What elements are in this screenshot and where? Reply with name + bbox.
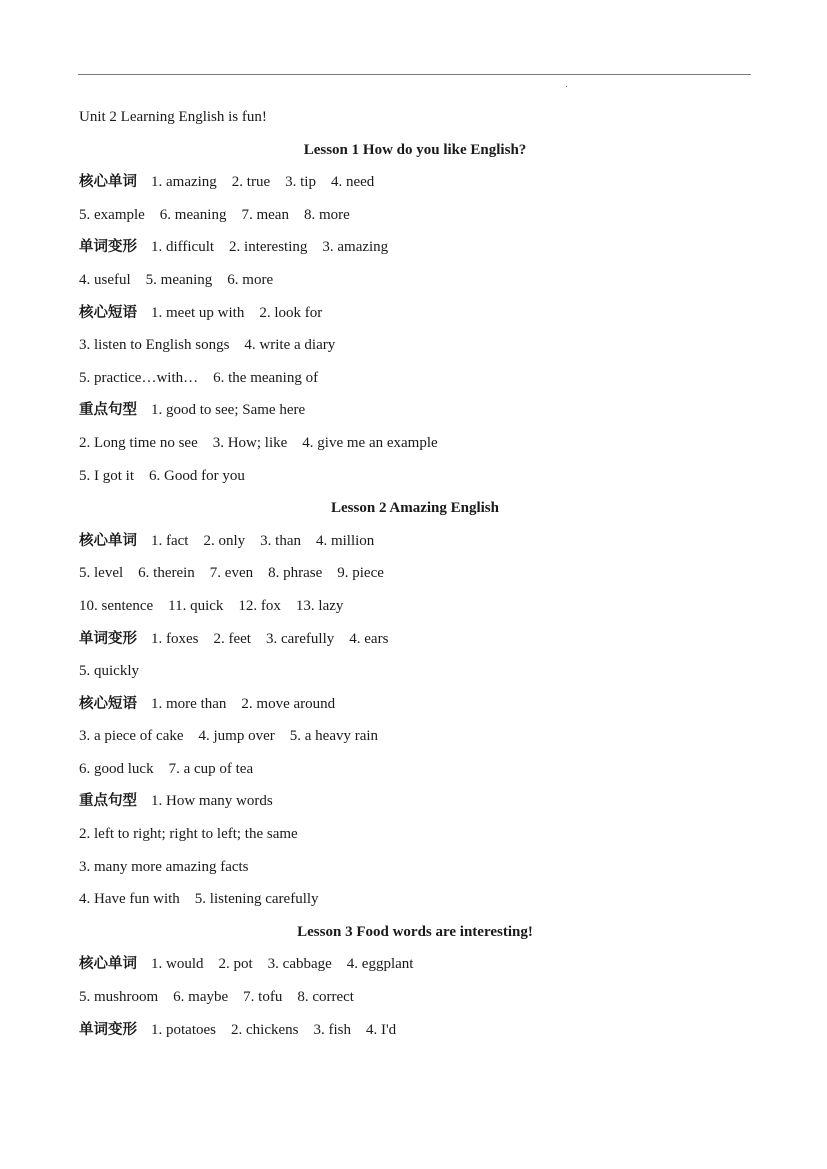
unit-title [79,104,751,137]
list-item [79,1017,751,1050]
list-item [79,397,751,430]
list-item [79,300,751,333]
list-item [79,593,751,626]
list-item [79,202,751,235]
item-text: 1. difficult 2. interesting 3. amazing [151,239,389,256]
list-item [79,691,751,724]
item-text: 1. foxes 2. feet 3. carefully 4. ears [151,630,389,647]
category-label: 重点句型 [79,793,137,810]
item-text: 2. left to right; right to left; the same [79,826,298,843]
item-text: 5. I got it 6. Good for you [79,467,245,484]
list-item [79,788,751,821]
category-label: 核心短语 [79,695,137,712]
item-text: 5. quickly [79,663,139,680]
item-text: 1. good to see; Same here [151,402,306,419]
unit-title-text: Unit 2 Learning English is fun! [79,109,267,125]
item-text: 2. Long time no see 3. How; like 4. give me an example [79,434,438,451]
list-item [79,234,751,267]
lesson-heading-text: Lesson 3 Food words are interesting! [297,923,533,940]
item-text: 4. useful 5. meaning 6. more [79,271,274,288]
item-text: 6. good luck 7. a cup of tea [79,760,254,777]
category-label: 单词变形 [79,630,137,647]
item-text: 3. many more amazing facts [79,858,249,875]
item-text: 1. meet up with 2. look for [151,304,323,321]
category-label: 核心短语 [79,304,137,321]
list-item [79,365,751,398]
list-item [79,463,751,496]
document-body [79,104,751,1049]
list-item [79,169,751,202]
category-label: 核心单词 [79,532,137,549]
item-text: 3. listen to English songs 4. write a diary [79,337,336,354]
item-text: 5. example 6. meaning 7. mean 8. more [79,206,350,223]
category-label: 单词变形 [79,1021,137,1038]
item-text: 1. How many words [151,793,273,810]
lesson-heading-text: Lesson 2 Amazing English [331,500,499,517]
item-text: 10. sentence 11. quick 12. fox 13. lazy [79,597,344,614]
list-item [79,626,751,659]
lesson-heading-1 [79,137,751,170]
item-text: 1. potatoes 2. chickens 3. fish 4. I'd [151,1021,397,1038]
list-item [79,984,751,1017]
category-label: 单词变形 [79,239,137,256]
list-item [79,430,751,463]
item-text: 4. Have fun with 5. listening carefully [79,891,319,908]
item-text: 1. more than 2. move around [151,695,336,712]
lesson-heading-text: Lesson 1 How do you like English? [303,141,527,158]
list-item [79,560,751,593]
list-item [79,886,751,919]
lesson-heading-2 [79,495,751,528]
item-text: 5. practice…with… 6. the meaning of [79,369,319,386]
category-label: 核心单词 [79,174,137,191]
list-item [79,267,751,300]
category-label: 重点句型 [79,402,137,419]
list-item [79,854,751,887]
list-item [79,528,751,561]
list-item [79,658,751,691]
header-mark: . [565,80,568,90]
item-text: 1. fact 2. only 3. than 4. million [151,532,375,549]
item-text: 3. a piece of cake 4. jump over 5. a heavy rain [79,728,379,745]
list-item [79,756,751,789]
item-text: 1. amazing 2. true 3. tip 4. need [151,174,375,191]
list-item [79,723,751,756]
lesson-heading-3 [79,919,751,952]
item-text: 5. mushroom 6. maybe 7. tofu 8. correct [79,989,354,1006]
list-item [79,821,751,854]
list-item [79,951,751,984]
item-text: 5. level 6. therein 7. even 8. phrase 9. piece [79,565,384,582]
item-text: 1. would 2. pot 3. cabbage 4. eggplant [151,956,414,973]
header-rule [78,74,751,75]
list-item [79,332,751,365]
category-label: 核心单词 [79,956,137,973]
